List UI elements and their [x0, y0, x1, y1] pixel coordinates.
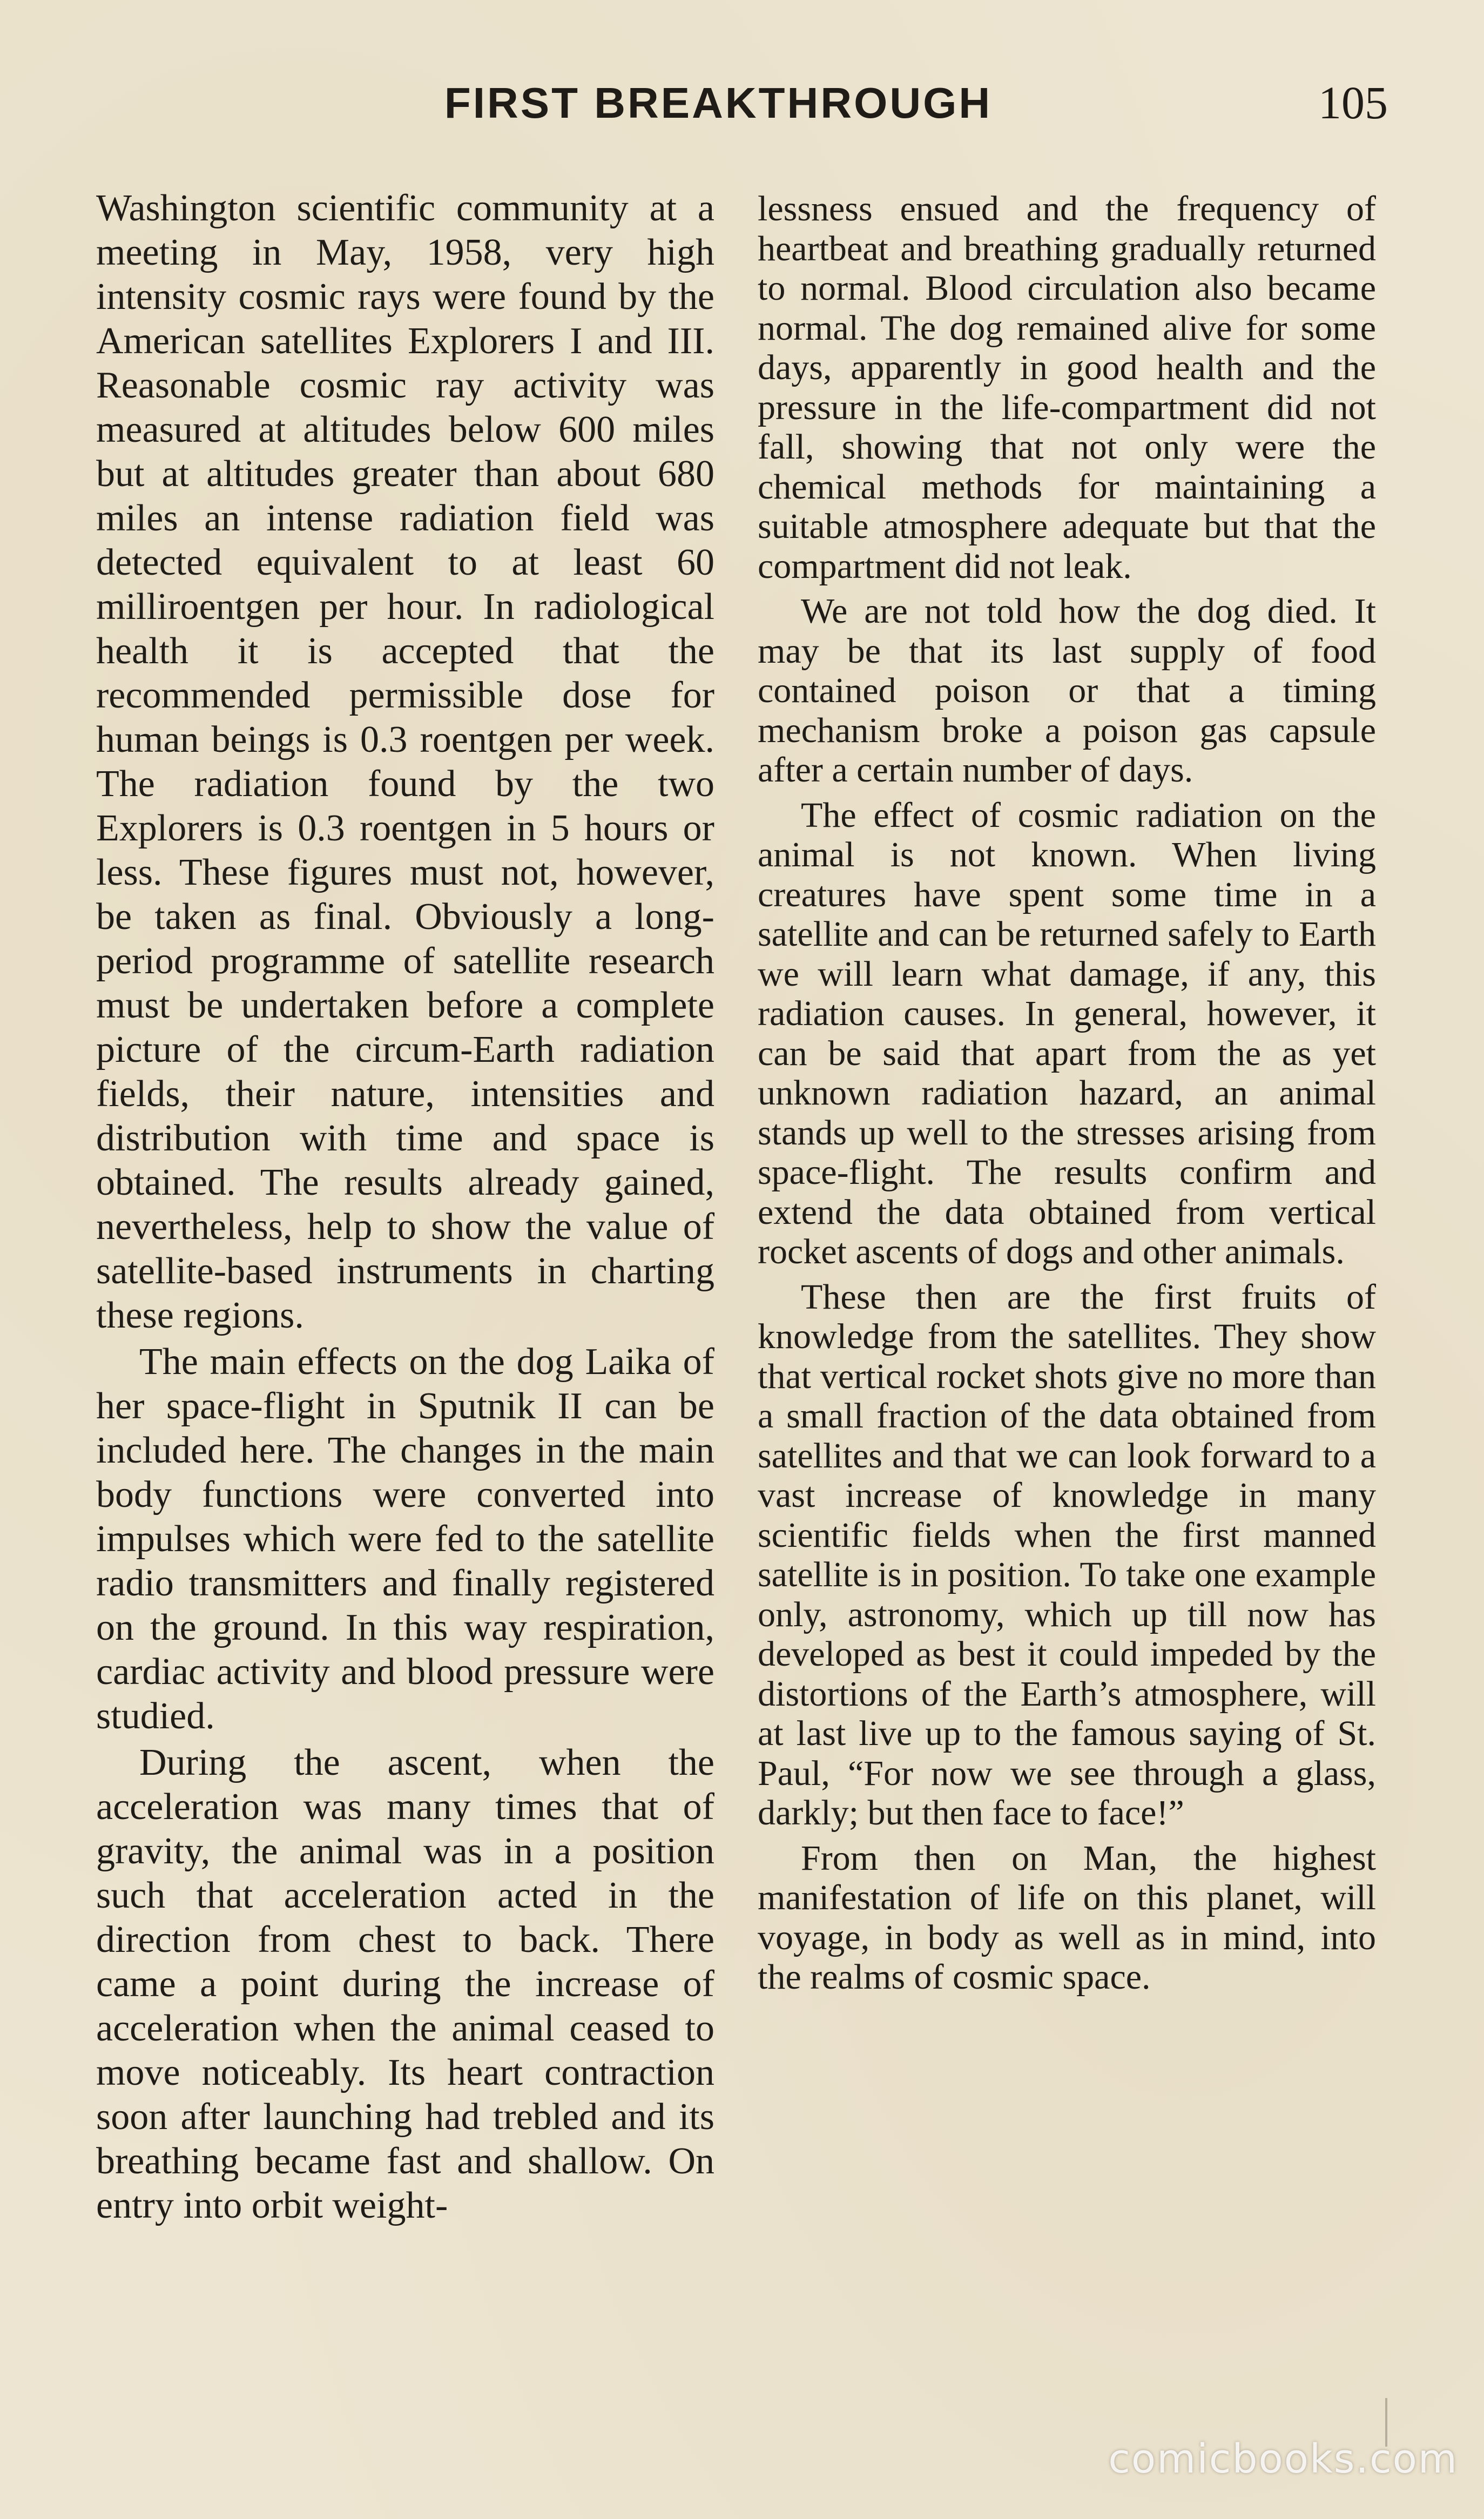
right-paragraph-2: We are not told how the dog died. It may be that its last supply of food contained poison or that a timing mechanism broke a poison gas capsule after a certain number of days.	[758, 591, 1376, 790]
right-paragraph-4: These then are the first fruits of knowledge from the satellites. They show that vertical rocket shots give no more than a small fraction of the data obtained from satellites and that we can look forward to a vast increase of knowledge in many scientific fields when the first manned satellite is in position. To take one example only, astronomy, which up till now has developed as best it could impeded by the distortions of the Earth’s atmosphere, will at last live up to the famous saying of St. Paul, “For now we see through a glass, darkly; but then face to face!”	[758, 1277, 1376, 1833]
left-paragraph-3: During the ascent, when the acceleration was many times that of gravity, the animal was in a position such that acceleration acted in the direction from chest to back. There came a point during the increase of acceleration when the animal ceased to move noticeably. Its heart contraction soon after launching had trebled and its breathing became fast and shallow. On entry into orbit weight-	[96, 1742, 714, 2226]
watermark-text: comicbooks.com	[1108, 2436, 1458, 2482]
left-paragraph-1: Washington scientific community at a meeting in May, 1958, very high intensity cosmic rays were found by the American satellites Explorers I and III. Reasonable cosmic ray activity was measured at altitudes below 600 miles but at altitudes greater than about 680 miles an intense radiation field was detected equivalent to at least 60 milliroentgen per hour. In radiological health it is accepted that the recommended permissible dose for human beings is 0.3 roentgen per week. The radiation found by the two Explorers is 0.3 roentgen in 5 hours or less. These figures must not, however, be taken as final. Obviously a long-period programme of satellite research must be undertaken before a complete picture of the circum-Earth radiation fields, their nature, intensities and distribution with time and space is obtained. The results already gained, nevertheless, help to show the value of satellite-based instruments in charting these regions.	[96, 187, 714, 1336]
running-head-title: FIRST BREAKTHROUGH	[444, 79, 993, 127]
right-paragraph-5: From then on Man, the highest manifestation of life on this planet, will voyage, in body as well as in mind, into the realms of cosmic space.	[758, 1838, 1376, 1997]
page-number: 105	[1318, 77, 1388, 129]
right-column	[758, 189, 1376, 1997]
left-paragraph-2: The main effects on the dog Laika of her space-flight in Sputnik II can be included here. The changes in the main body functions were converted into impulses which were fed to the satellite radio transmitters and finally registered on the ground. In this way respiration, cardiac activity and blood pressure were studied.	[96, 1341, 714, 1737]
left-column	[96, 186, 714, 2228]
right-paragraph-1: lessness ensued and the frequency of heartbeat and breathing gradually returned to normal. Blood circulation also became normal. The dog remained alive for some days, apparently in good health and the pressure in the life-compartment did not fall, showing that not only were the chemical methods for maintaining a suitable atmosphere adequate but that the compartment did not leak.	[758, 189, 1376, 586]
right-paragraph-3: The effect of cosmic radiation on the animal is not known. When living creatures have spent some time in a satellite and can be returned safely to Earth we will learn what damage, if any, this radiation causes. In general, however, it can be said that apart from the as yet unknown radiation hazard, an animal stands up well to the stresses arising from space-flight. The results confirm and extend the data obtained from vertical rocket ascents of dogs and other animals.	[758, 795, 1376, 1271]
